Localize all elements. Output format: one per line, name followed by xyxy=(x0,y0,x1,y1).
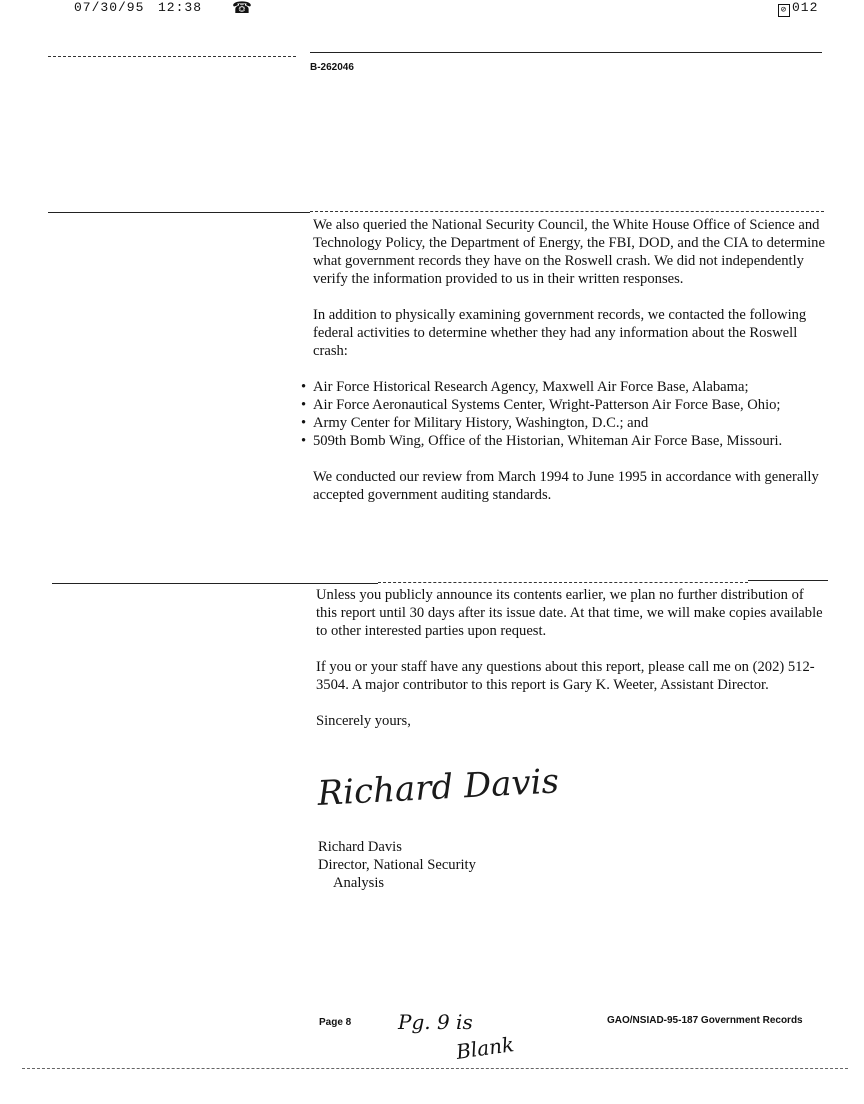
section-rule-right-1 xyxy=(310,211,824,212)
activities-list xyxy=(301,378,828,450)
document-reference: B-262046 xyxy=(310,62,354,73)
page-number: Page 8 xyxy=(319,1017,352,1028)
list-item: • Air Force Aeronautical Systems Center, Wright-Patterson Air Force Base, Ohio; xyxy=(301,397,781,413)
header-rule-left xyxy=(48,56,296,57)
section-rule-right-2 xyxy=(748,580,828,581)
list-item: • Army Center for Military History, Washington, D.C.; and xyxy=(301,415,649,431)
handwritten-note: Pg. 9 is xyxy=(398,1010,473,1034)
body-section-2 xyxy=(316,586,828,748)
paragraph-distribution: Unless you publicly announce its contents earlier, we plan no further distribution of this report until 30 days after its issue date. At that time, we will make copies available to other interested parties upon request. xyxy=(316,587,823,639)
telephone-icon: ☎ xyxy=(232,0,252,17)
bullet-icon: • xyxy=(301,397,307,413)
bullet-icon: • xyxy=(301,415,307,431)
bottom-scan-rule xyxy=(22,1068,848,1069)
bullet-icon: • xyxy=(301,379,307,395)
signer-name: Richard Davis xyxy=(318,839,402,855)
paragraph-federal-activities: In addition to physically examining government records, we contacted the following federal activities to determine whether they had any information about the Roswell crash: xyxy=(313,307,807,359)
signer-title-cont: Analysis xyxy=(333,875,385,891)
signer-block xyxy=(318,838,476,892)
list-item: • Air Force Historical Research Agency, Maxwell Air Force Base, Alabama; xyxy=(301,379,749,395)
signer-title: Director, National Security xyxy=(318,857,476,873)
paragraph-review-period: We conducted our review from March 1994 to June 1995 in accordance with generally accepted government auditing standards. xyxy=(313,469,819,503)
section-rule-left-2 xyxy=(52,583,378,584)
section-rule-left-1 xyxy=(48,212,310,213)
closing-salutation: Sincerely yours, xyxy=(316,713,411,729)
report-code: GAO/NSIAD-95-187 Government Records xyxy=(607,1015,803,1026)
handwritten-signature xyxy=(312,758,592,828)
page-box-icon: ⊘ xyxy=(778,4,790,17)
fax-date: 07/30/95 xyxy=(74,0,145,15)
fax-page-number xyxy=(778,0,818,17)
section-rule-mid-2 xyxy=(378,582,748,583)
paragraph-agencies-queried: We also queried the National Security Council, the White House Office of Science and Technology Policy, the Department of Energy, the FBI, DOD, and the CIA to determine what government records they have on the Roswell crash. We did not independently verify the information provided to us in their written responses. xyxy=(313,217,825,287)
handwritten-note-2: Blank xyxy=(454,1032,516,1064)
list-item: • 509th Bomb Wing, Office of the Historian, Whiteman Air Force Base, Missouri. xyxy=(301,433,783,449)
fax-page-value: 012 xyxy=(792,0,819,15)
paragraph-contact: If you or your staff have any questions about this report, please call me on (202) 512-3504. A major contributor to this report is Gary K. Weeter, Assistant Director. xyxy=(316,659,815,693)
bullet-icon: • xyxy=(301,433,307,449)
header-rule-right xyxy=(310,52,822,53)
signature-text: Richard Davis xyxy=(316,761,560,815)
body-section-1 xyxy=(301,216,828,522)
fax-time: 12:38 xyxy=(158,0,203,15)
